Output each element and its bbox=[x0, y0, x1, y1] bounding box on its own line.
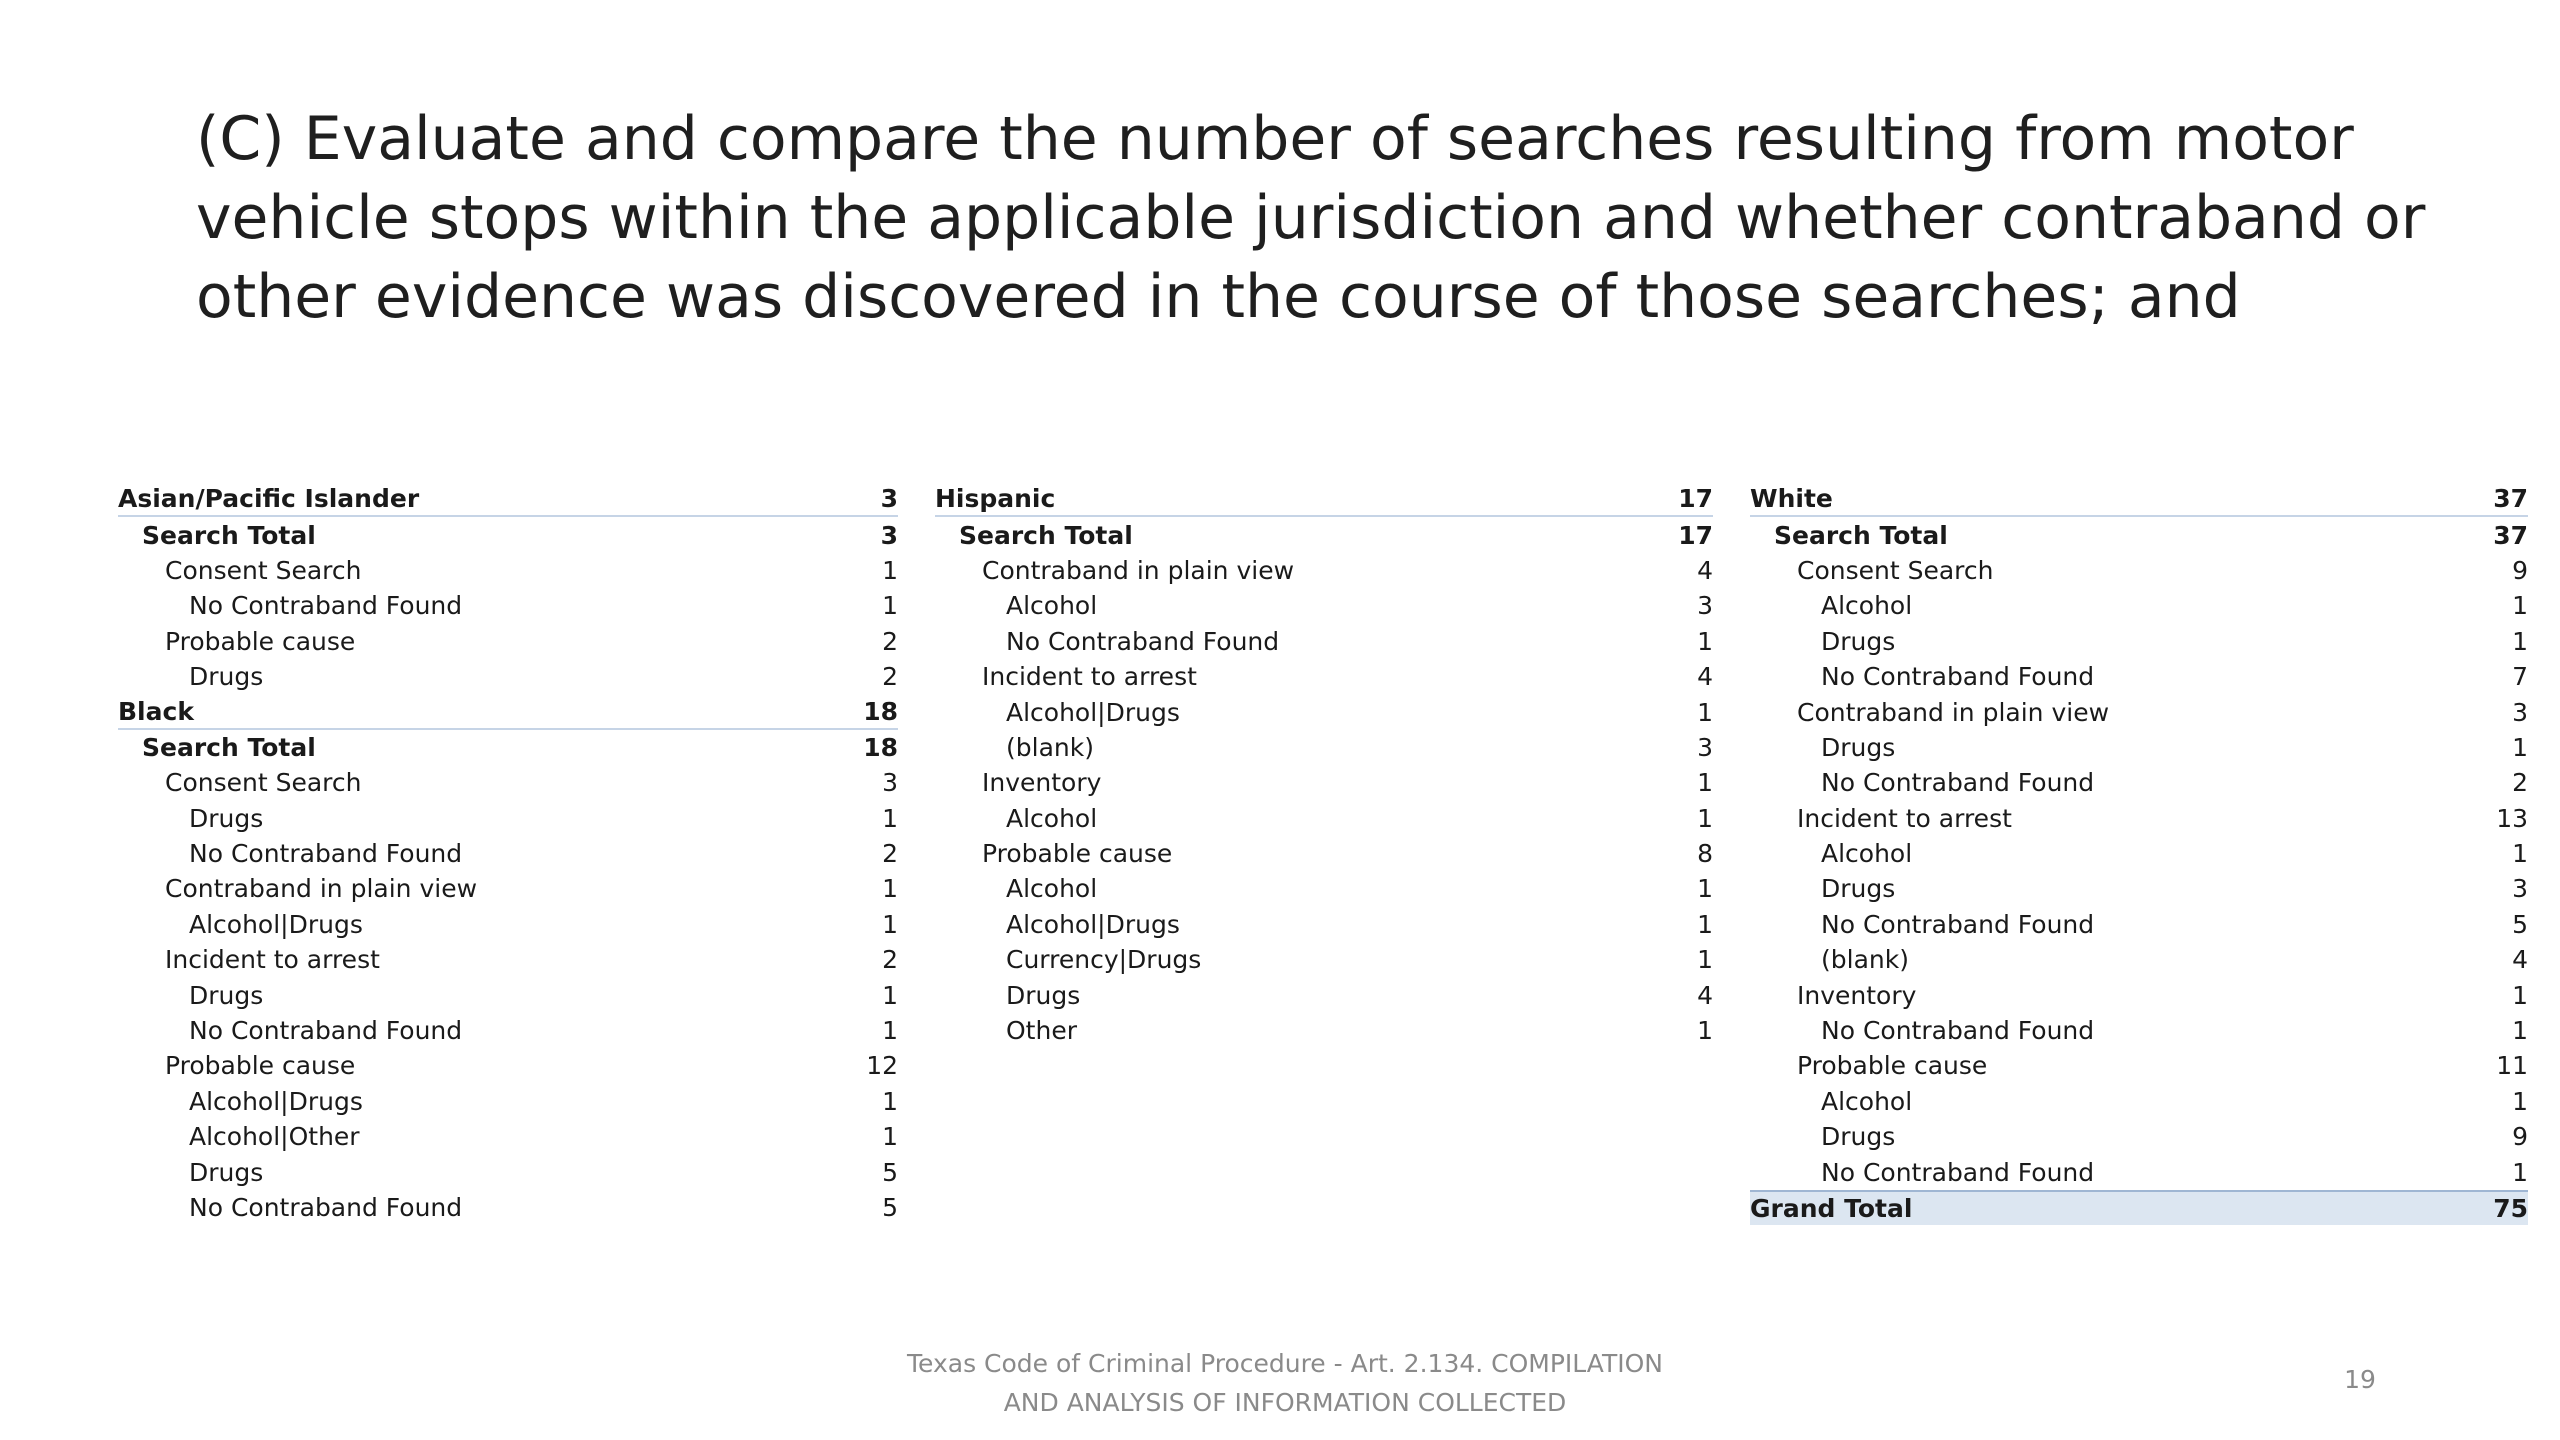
row-value: 11 bbox=[2496, 1051, 2528, 1081]
row-label: Drugs bbox=[1821, 626, 1896, 656]
table-row bbox=[935, 765, 1713, 800]
slide-title: (C) Evaluate and compare the number of searches resulting from motor vehicle stops within the applicable jurisdiction and whether contraband or other evidence was discovered in the course of those searches; and bbox=[196, 104, 2426, 332]
row-value: 1 bbox=[882, 1016, 898, 1046]
row-value: 3 bbox=[880, 520, 898, 550]
table-row bbox=[935, 977, 1713, 1012]
row-label: Incident to arrest bbox=[1797, 803, 2012, 833]
table-row bbox=[118, 801, 898, 836]
row-value: 2 bbox=[882, 839, 898, 869]
table-row bbox=[118, 765, 898, 800]
row-label: Consent Search bbox=[165, 768, 362, 798]
row-label: Alcohol bbox=[1006, 874, 1098, 904]
row-value: 37 bbox=[2493, 520, 2528, 550]
table-row bbox=[118, 659, 898, 694]
table-row bbox=[118, 624, 898, 659]
row-value: 1 bbox=[882, 1122, 898, 1152]
table-row bbox=[935, 1013, 1713, 1048]
row-value: 2 bbox=[2512, 768, 2528, 798]
row-label: Drugs bbox=[189, 1157, 264, 1187]
row-value: 1 bbox=[882, 980, 898, 1010]
row-value: 17 bbox=[1678, 484, 1713, 514]
table-row bbox=[1750, 977, 2528, 1012]
table-row bbox=[935, 517, 1713, 552]
table-row bbox=[118, 836, 898, 871]
table-row bbox=[1750, 907, 2528, 942]
row-label: Drugs bbox=[189, 662, 264, 692]
table-row bbox=[935, 588, 1713, 623]
row-label: No Contraband Found bbox=[189, 1193, 463, 1222]
row-label: Search Total bbox=[959, 520, 1133, 550]
row-label: Alcohol|Drugs bbox=[189, 909, 363, 939]
row-value: 1 bbox=[2512, 732, 2528, 762]
row-value: 1 bbox=[1697, 626, 1713, 656]
row-value: 18 bbox=[863, 732, 898, 762]
row-value: 3 bbox=[2512, 697, 2528, 727]
table-row bbox=[1750, 659, 2528, 694]
row-label: Search Total bbox=[142, 732, 316, 762]
row-label: Alcohol bbox=[1006, 803, 1098, 833]
table-row bbox=[935, 624, 1713, 659]
row-label: (blank) bbox=[1821, 945, 1909, 975]
row-label: Drugs bbox=[1821, 1122, 1896, 1152]
row-label: Incident to arrest bbox=[982, 662, 1197, 692]
row-label: Inventory bbox=[1797, 980, 1917, 1010]
row-label: Hispanic bbox=[935, 484, 1056, 514]
table-row bbox=[1750, 1048, 2528, 1083]
row-label: Drugs bbox=[1821, 732, 1896, 762]
table-row bbox=[118, 1190, 898, 1225]
row-label: Alcohol bbox=[1821, 839, 1913, 869]
table-row bbox=[1750, 517, 2528, 552]
table-row bbox=[1750, 1119, 2528, 1154]
row-label: Search Total bbox=[142, 520, 316, 550]
row-label: Alcohol|Other bbox=[189, 1122, 360, 1152]
row-value: 3 bbox=[2512, 874, 2528, 904]
table-row bbox=[935, 907, 1713, 942]
table-row bbox=[118, 1119, 898, 1154]
row-value: 2 bbox=[882, 626, 898, 656]
table-row bbox=[118, 482, 898, 517]
row-label: Probable cause bbox=[165, 1051, 356, 1081]
row-value: 1 bbox=[2512, 1157, 2528, 1187]
table-row bbox=[1750, 730, 2528, 765]
row-label: No Contraband Found bbox=[189, 591, 463, 621]
row-value: 1 bbox=[1697, 803, 1713, 833]
table-row bbox=[118, 553, 898, 588]
pivot-table-white bbox=[1750, 482, 2528, 1225]
table-row bbox=[1750, 624, 2528, 659]
row-label: Consent Search bbox=[165, 555, 362, 585]
footer-line-1: Texas Code of Criminal Procedure - Art. 2.134. COMPILATION bbox=[907, 1349, 1663, 1378]
row-value: 4 bbox=[1697, 662, 1713, 692]
row-value: 1 bbox=[2512, 980, 2528, 1010]
row-value: 1 bbox=[882, 555, 898, 585]
table-row bbox=[118, 871, 898, 906]
row-value: 1 bbox=[2512, 1016, 2528, 1046]
row-label: Alcohol|Drugs bbox=[1006, 697, 1180, 727]
row-value: 1 bbox=[1697, 768, 1713, 798]
table-row bbox=[935, 659, 1713, 694]
row-value: 2 bbox=[882, 662, 898, 692]
table-row bbox=[935, 871, 1713, 906]
row-label: Black bbox=[118, 696, 194, 726]
table-row bbox=[1750, 694, 2528, 729]
pivot-table-asian-black bbox=[118, 482, 898, 1225]
row-label: Drugs bbox=[189, 803, 264, 833]
table-row bbox=[118, 1154, 898, 1189]
row-value: 9 bbox=[2512, 1122, 2528, 1152]
row-label: White bbox=[1750, 484, 1833, 514]
table-row bbox=[935, 553, 1713, 588]
row-value: 4 bbox=[1697, 980, 1713, 1010]
row-value: 75 bbox=[2493, 1194, 2528, 1223]
row-label: Incident to arrest bbox=[165, 945, 380, 975]
row-value: 1 bbox=[1697, 945, 1713, 975]
table-row bbox=[118, 517, 898, 552]
table-row bbox=[118, 977, 898, 1012]
table-row bbox=[935, 694, 1713, 729]
row-value: 1 bbox=[1697, 1016, 1713, 1046]
row-label: Other bbox=[1006, 1016, 1077, 1046]
grand-total-row bbox=[1750, 1190, 2528, 1225]
row-label: Alcohol bbox=[1821, 591, 1913, 621]
row-value: 1 bbox=[2512, 626, 2528, 656]
row-label: No Contraband Found bbox=[189, 839, 463, 869]
slide-footer bbox=[860, 1344, 1710, 1422]
row-label: No Contraband Found bbox=[1821, 1016, 2095, 1046]
row-label: Alcohol|Drugs bbox=[189, 1086, 363, 1116]
row-label: No Contraband Found bbox=[1821, 1157, 2095, 1187]
row-value: 1 bbox=[882, 803, 898, 833]
row-value: 17 bbox=[1678, 520, 1713, 550]
table-row bbox=[935, 836, 1713, 871]
row-label: Alcohol bbox=[1821, 1086, 1913, 1116]
row-label: Drugs bbox=[1006, 980, 1081, 1010]
table-row bbox=[118, 907, 898, 942]
table-row bbox=[1750, 765, 2528, 800]
row-value: 1 bbox=[1697, 874, 1713, 904]
row-label: Contraband in plain view bbox=[165, 874, 478, 904]
row-value: 3 bbox=[882, 768, 898, 798]
row-value: 1 bbox=[1697, 909, 1713, 939]
row-label: Contraband in plain view bbox=[1797, 697, 2110, 727]
row-value: 1 bbox=[2512, 1086, 2528, 1116]
row-label: No Contraband Found bbox=[1821, 909, 2095, 939]
table-row bbox=[1750, 942, 2528, 977]
table-row bbox=[1750, 588, 2528, 623]
row-label: Alcohol bbox=[1006, 591, 1098, 621]
table-row bbox=[1750, 482, 2528, 517]
table-row bbox=[118, 1048, 898, 1083]
table-row bbox=[1750, 801, 2528, 836]
row-label: Contraband in plain view bbox=[982, 555, 1295, 585]
row-value: 8 bbox=[1697, 839, 1713, 869]
row-label: Drugs bbox=[1821, 874, 1896, 904]
row-value: 2 bbox=[882, 945, 898, 975]
row-label: Probable cause bbox=[982, 839, 1173, 869]
row-label: Currency|Drugs bbox=[1006, 945, 1202, 975]
table-row bbox=[1750, 1013, 2528, 1048]
row-value: 13 bbox=[2496, 803, 2528, 833]
row-label: Consent Search bbox=[1797, 555, 1994, 585]
table-row bbox=[1750, 1084, 2528, 1119]
row-value: 1 bbox=[882, 909, 898, 939]
table-row bbox=[935, 482, 1713, 517]
row-label: No Contraband Found bbox=[1006, 626, 1280, 656]
table-row bbox=[935, 942, 1713, 977]
table-row bbox=[1750, 553, 2528, 588]
row-value: 1 bbox=[1697, 697, 1713, 727]
table-row bbox=[1750, 871, 2528, 906]
row-label: Probable cause bbox=[1797, 1051, 1988, 1081]
row-value: 3 bbox=[1697, 732, 1713, 762]
row-value: 4 bbox=[1697, 555, 1713, 585]
row-label: Inventory bbox=[982, 768, 1102, 798]
table-row bbox=[935, 801, 1713, 836]
table-row bbox=[118, 1084, 898, 1119]
table-row bbox=[118, 1013, 898, 1048]
row-value: 12 bbox=[866, 1051, 898, 1081]
table-row bbox=[118, 694, 898, 729]
row-value: 4 bbox=[2512, 945, 2528, 975]
pivot-table-hispanic bbox=[935, 482, 1713, 1048]
row-label: Drugs bbox=[189, 980, 264, 1010]
table-row bbox=[118, 942, 898, 977]
table-row bbox=[935, 730, 1713, 765]
row-value: 7 bbox=[2512, 662, 2528, 692]
row-value: 3 bbox=[1697, 591, 1713, 621]
row-label: Asian/Pacific Islander bbox=[118, 484, 420, 514]
row-label: Alcohol|Drugs bbox=[1006, 909, 1180, 939]
row-label: No Contraband Found bbox=[1821, 768, 2095, 798]
row-value: 5 bbox=[882, 1193, 898, 1222]
row-label: No Contraband Found bbox=[1821, 662, 2095, 692]
table-row bbox=[1750, 836, 2528, 871]
row-value: 37 bbox=[2493, 484, 2528, 514]
row-label: Grand Total bbox=[1750, 1194, 1913, 1223]
footer-line-2: AND ANALYSIS OF INFORMATION COLLECTED bbox=[1003, 1388, 1567, 1417]
row-value: 1 bbox=[882, 1086, 898, 1116]
row-value: 1 bbox=[882, 874, 898, 904]
row-value: 18 bbox=[863, 696, 898, 726]
row-value: 5 bbox=[882, 1157, 898, 1187]
row-label: Probable cause bbox=[165, 626, 356, 656]
row-value: 9 bbox=[2512, 555, 2528, 585]
row-value: 1 bbox=[2512, 839, 2528, 869]
row-label: (blank) bbox=[1006, 732, 1094, 762]
table-row bbox=[118, 730, 898, 765]
row-value: 3 bbox=[880, 484, 898, 514]
row-label: Search Total bbox=[1774, 520, 1948, 550]
row-value: 1 bbox=[882, 591, 898, 621]
page-number: 19 bbox=[2344, 1365, 2376, 1394]
row-value: 5 bbox=[2512, 909, 2528, 939]
row-label: No Contraband Found bbox=[189, 1016, 463, 1046]
row-value: 1 bbox=[2512, 591, 2528, 621]
table-row bbox=[118, 588, 898, 623]
table-row bbox=[1750, 1154, 2528, 1189]
